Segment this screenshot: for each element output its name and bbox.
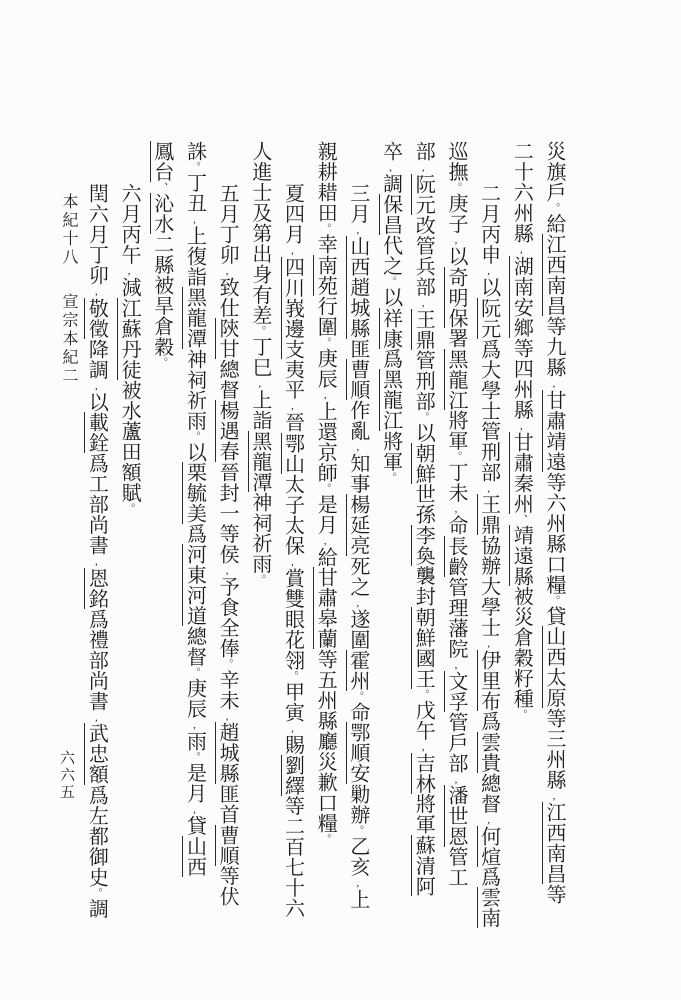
proper-noun-marked-text: 黑龍江: [379, 369, 402, 431]
proper-noun-marked-text: 山西: [183, 836, 206, 877]
punctuation: ,: [482, 637, 495, 650]
proper-noun-marked-text: 楊延亮: [346, 494, 369, 556]
text-run: 代之。以: [379, 235, 402, 308]
text-run: 夷平,晉: [281, 359, 304, 433]
text-run: 部,: [412, 141, 435, 174]
text-run: [151, 182, 173, 193]
text-run: 夏四月,: [281, 183, 304, 257]
proper-noun-marked-text: 載銓: [85, 412, 108, 453]
text-run: 行圍。庚辰,上還京師。是月,給: [314, 295, 337, 567]
proper-noun-marked-text: 朝鮮: [412, 442, 435, 484]
proper-noun-marked-text: 楊遇春: [216, 400, 239, 462]
margin-running-title: [57, 193, 80, 386]
text-run: 等伏: [216, 865, 239, 907]
proper-noun-marked-text: 黑龍江: [444, 348, 467, 410]
text-run: 匪首: [216, 783, 239, 825]
text-run: 等五州縣廳災歉口糧。: [314, 649, 337, 845]
text-run: 勦辦。乙亥,上: [346, 783, 369, 909]
proper-noun-marked-text: 何煊: [477, 825, 500, 867]
proper-noun-marked-text: 武忠額: [85, 723, 108, 785]
punctuation: ,: [319, 534, 332, 547]
text-run: 等九縣,: [543, 316, 565, 390]
proper-noun-marked-text: 甘肅靖遠: [543, 389, 565, 472]
text-run: 五月丁卯,致仕: [216, 183, 239, 318]
proper-noun-marked-text: 湖南安鄉: [510, 255, 533, 338]
punctuation: ,: [417, 296, 430, 309]
punctuation: ,: [90, 711, 103, 723]
punctuation: ,: [188, 719, 201, 731]
text-block: [79, 141, 570, 928]
punctuation: ,: [351, 224, 364, 236]
text-run: 死之,遂圍: [346, 555, 369, 650]
proper-noun-marked-text: 曹順: [216, 824, 239, 866]
punctuation: ,: [351, 876, 364, 889]
text-run: 災旗戶。給: [543, 141, 565, 234]
text-run: 管理藩院,: [444, 576, 467, 671]
punctuation: 。: [188, 161, 201, 173]
proper-noun-marked-text: 雲貴: [477, 731, 500, 773]
proper-noun-marked-text: 鄂山: [281, 432, 304, 474]
text-run: 爲: [477, 711, 500, 732]
punctuation: 。: [253, 325, 266, 337]
punctuation: ,: [449, 658, 462, 671]
text-run: 世孫: [412, 483, 435, 525]
proper-noun-marked-text: 甘肅秦州: [510, 431, 533, 514]
text-run: 爲: [379, 348, 402, 369]
proper-noun-marked-text: 江蘇丹徒: [118, 297, 141, 380]
text-run: 降調,以: [85, 338, 108, 412]
punctuation: 。: [351, 824, 364, 836]
text-run: 等三州縣,: [543, 708, 565, 802]
punctuation: 。: [188, 430, 201, 442]
text-run: 總督,: [477, 772, 500, 826]
punctuation: ,: [221, 265, 234, 277]
proper-noun-marked-text: 吉林: [412, 752, 435, 794]
text-run: 被災倉穀籽種。: [510, 586, 533, 720]
text-run: 匪: [346, 338, 369, 359]
text-run: 襲封: [412, 565, 435, 607]
margin-title-chapter: 宣宗本紀二: [60, 293, 77, 386]
text-run: 親耕耤田。幸: [314, 141, 337, 255]
text-run: 爲: [183, 523, 206, 544]
text-column: [309, 141, 342, 923]
text-run: 。戊午,: [412, 688, 435, 753]
text-run: 人進士及第出身有差。丁巳,上詣: [248, 141, 271, 431]
text-column: [341, 141, 374, 965]
punctuation: 。: [319, 336, 332, 348]
punctuation: ,: [548, 377, 560, 390]
punctuation: 。: [515, 709, 528, 720]
punctuation: ,: [123, 265, 136, 277]
punctuation: 。: [123, 502, 136, 514]
punctuation: ,: [90, 379, 103, 392]
text-column: [374, 141, 407, 923]
punctuation: 。: [188, 751, 201, 763]
proper-noun-marked-text: 文孚: [444, 670, 467, 712]
punctuation: ,: [286, 722, 299, 734]
punctuation: ,: [482, 265, 495, 277]
text-column: [178, 141, 211, 923]
text-run: 管刑部。以: [412, 349, 435, 443]
text-run: 作亂,知事: [346, 400, 369, 494]
punctuation: 。: [449, 182, 462, 193]
proper-noun-marked-text: 四川峩邊支: [281, 256, 304, 359]
text-column: [472, 141, 505, 965]
page-number: [56, 750, 77, 801]
proper-noun-marked-text: 趙城縣: [216, 722, 239, 784]
punctuation: 。: [548, 594, 560, 606]
text-run: 將軍。: [379, 430, 402, 483]
proper-noun-marked-text: 長齡: [444, 535, 467, 577]
text-column: [80, 141, 113, 965]
text-run: 管戶部,: [444, 711, 467, 785]
text-run: 將軍: [412, 793, 435, 835]
text-run: 改管兵部,: [412, 214, 435, 309]
proper-noun-marked-text: 甘肅皋蘭: [314, 567, 337, 649]
proper-noun-marked-text: 黑龍潭: [183, 287, 206, 349]
proper-noun-marked-text: 蘇清阿: [412, 834, 435, 896]
proper-noun-marked-text: 祥康: [379, 307, 402, 349]
text-run: 二月丙申,以: [477, 183, 500, 298]
punctuation: 、: [155, 182, 168, 193]
text-run: 管工: [444, 846, 467, 888]
text-column: [505, 141, 538, 923]
proper-noun-marked-text: 保昌: [379, 194, 402, 235]
proper-noun-marked-text: 栗毓美: [183, 462, 206, 524]
text-run: 神祠祈雨。: [248, 492, 271, 585]
text-run: 。命: [346, 690, 369, 722]
text-run: 六月丙午,減: [118, 183, 141, 298]
proper-noun-marked-text: 敬徵: [85, 297, 108, 339]
punctuation: ,: [221, 564, 234, 576]
punctuation: ,: [90, 555, 103, 568]
page-number-text: 六六五: [58, 750, 74, 801]
text-run: 等四州縣,: [510, 337, 533, 432]
text-run: 協辦大學士,: [477, 535, 500, 650]
proper-noun-marked-text: 王鼎: [477, 494, 500, 535]
proper-noun-marked-text: 陝甘: [216, 318, 239, 359]
text-run: 三月,: [346, 183, 369, 236]
text-run: 總督。庚辰,雨。是月,貸: [183, 626, 206, 836]
punctuation: ,: [548, 790, 560, 802]
punctuation: 。: [384, 276, 397, 287]
proper-noun-marked-text: 沁水: [150, 193, 173, 234]
text-run: 總督: [216, 359, 239, 400]
punctuation: ,: [351, 596, 364, 609]
punctuation: ,: [417, 740, 430, 753]
proper-noun-marked-text: 黑龍潭: [248, 430, 271, 492]
proper-noun-marked-text: 潘世恩: [444, 785, 467, 847]
text-column: [112, 141, 145, 965]
text-column: [439, 141, 472, 923]
proper-noun-marked-text: 江西南昌: [543, 234, 565, 316]
text-run: 爲禮部尚書,: [85, 608, 108, 723]
proper-noun-marked-text: 恩銘: [85, 567, 108, 609]
text-run: [510, 514, 532, 525]
punctuation: ,: [319, 388, 332, 401]
punctuation: ,: [384, 161, 397, 174]
proper-noun-marked-text: 山西太原: [543, 626, 565, 708]
punctuation: ,: [286, 400, 299, 412]
text-run: 爲: [477, 866, 500, 887]
punctuation: ,: [482, 813, 495, 826]
proper-noun-marked-text: 阮元: [477, 297, 500, 339]
text-run: 晉封一等侯,予食全俸。辛未,: [216, 461, 239, 722]
punctuation: 。: [253, 574, 266, 585]
proper-noun-marked-text: 鳳台: [150, 141, 173, 182]
proper-noun-marked-text: 王鼎: [412, 308, 435, 350]
text-run: 二十六州縣,: [510, 141, 533, 256]
punctuation: ,: [515, 419, 528, 432]
punctuation: 。: [286, 670, 299, 681]
punctuation: ,: [188, 213, 201, 226]
text-run: 爲工部尚書,: [85, 453, 108, 568]
proper-noun-marked-text: 霍州: [346, 649, 369, 691]
punctuation: ,: [286, 555, 299, 568]
punctuation: 。: [90, 887, 103, 898]
proper-noun-marked-text: 鄂順安: [346, 722, 369, 784]
proper-noun-marked-text: 奇明保: [444, 266, 467, 328]
punctuation: 。: [548, 202, 560, 214]
punctuation: ,: [286, 244, 299, 257]
margin-title-volume: 本紀十八: [60, 193, 77, 267]
text-run: 署: [444, 328, 467, 349]
punctuation: 。: [351, 690, 364, 702]
punctuation: 。: [319, 482, 332, 494]
text-run: 被水蘆田額賦。: [118, 379, 141, 514]
proper-noun-marked-text: 南苑: [314, 254, 337, 296]
proper-noun-marked-text: 雲南: [477, 887, 500, 928]
punctuation: 。: [417, 411, 430, 422]
punctuation: ,: [449, 503, 462, 515]
punctuation: ,: [449, 773, 462, 785]
proper-noun-marked-text: 朝鮮國王: [412, 606, 435, 689]
text-run: 卒,調: [379, 141, 402, 194]
proper-noun-marked-text: 靖遠縣: [510, 524, 533, 586]
punctuation: 。: [417, 688, 430, 700]
text-run: 爲左都御史。調: [85, 784, 108, 919]
punctuation: ,: [221, 710, 234, 722]
text-run: 二縣被旱倉穀。: [150, 234, 173, 368]
text-column: [537, 141, 570, 923]
text-column: [243, 141, 276, 923]
text-column: [210, 141, 243, 965]
punctuation: ,: [417, 161, 430, 174]
text-column: [407, 141, 440, 923]
proper-noun-marked-text: 山西趙城縣: [346, 236, 369, 339]
text-run: 將軍。丁未,命: [444, 410, 467, 536]
text-run: 等: [543, 884, 565, 905]
text-run: 太子太保,賞雙眼花翎。甲寅,賜: [281, 473, 304, 755]
text-run: 爲大學士管刑部,: [477, 338, 500, 494]
text-run: 等六州縣口糧。貸: [543, 471, 565, 626]
punctuation: ,: [515, 243, 528, 256]
punctuation: 。: [319, 833, 332, 845]
punctuation: ,: [188, 803, 201, 816]
punctuation: 。: [188, 667, 201, 678]
proper-noun-marked-text: 李奐: [412, 524, 435, 566]
proper-noun-marked-text: 河東河道: [183, 544, 206, 626]
punctuation: 。: [449, 451, 462, 462]
punctuation: ,: [90, 285, 103, 298]
punctuation: 。: [384, 471, 397, 483]
text-run: 等二百七十六: [281, 795, 304, 919]
text-column: [276, 141, 309, 965]
punctuation: 。: [319, 223, 332, 234]
proper-noun-marked-text: 伊里布: [477, 649, 500, 711]
proper-noun-marked-text: 江西南昌: [543, 802, 565, 884]
punctuation: ,: [449, 234, 462, 246]
text-run: 巡撫。庚子,以: [444, 141, 467, 267]
punctuation: ,: [351, 441, 364, 453]
proper-noun-marked-text: 劉繹: [281, 754, 304, 796]
text-run: 神祠祈雨。以: [183, 348, 206, 462]
text-column: [145, 141, 178, 923]
punctuation: 、: [515, 513, 528, 525]
proper-noun-marked-text: 曹順: [346, 359, 369, 400]
punctuation: 。: [155, 357, 168, 368]
text-run: 誅。丁丑,上復詣: [183, 141, 206, 287]
text-run: 閏六月丁卯,: [85, 183, 108, 298]
proper-noun-marked-text: 阮元: [412, 173, 435, 215]
punctuation: ,: [482, 482, 495, 494]
punctuation: ,: [253, 377, 266, 390]
punctuation: 。: [221, 658, 234, 669]
